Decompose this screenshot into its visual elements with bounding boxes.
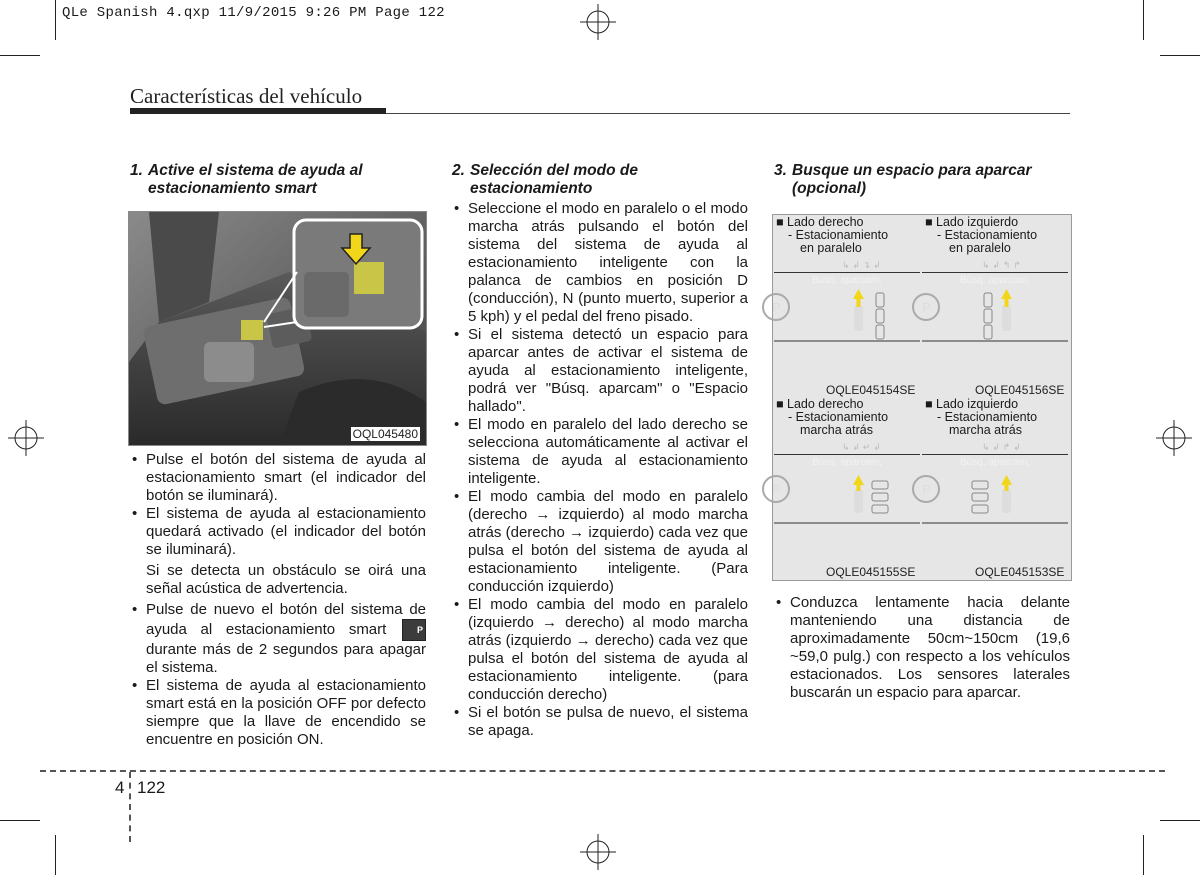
bullet-right-parallel: • El modo en paralelo del lado derecho se selecciona automáticamente al activar el sistema de ayuda al estacionamiento inteligente. (452, 416, 748, 488)
section-title: Características del vehículo (130, 84, 363, 108)
column-3 (774, 162, 1070, 198)
registration-mark-icon (1156, 420, 1192, 456)
svg-text:P: P (922, 482, 931, 497)
crop-mark (1143, 0, 1144, 40)
console-illustration (129, 212, 426, 445)
svg-text:↳ ↲ ↰ ↱: ↳ ↲ ↰ ↱ (982, 261, 1021, 271)
panel-left-reverse: ■ Lado izquierdo - Estacionamiento marcha atrás (925, 397, 1038, 437)
footer-vertical-divider (129, 772, 131, 842)
column-3-body (774, 594, 1070, 702)
bullet-off: • Si el botón se pulsa de nuevo, el sistema se apaga. (452, 704, 748, 740)
figure-code: OQLE045154SE (826, 383, 916, 397)
header-rule-thin (386, 113, 1070, 114)
display-screen: Búsq. aparcam, ↳ ↲ ↵ ↲ P (774, 439, 920, 539)
bullet-mode-change-lhd: • El modo cambia del modo en paralelo (derecho → izquierdo) al modo marcha atrás (derecho → izquierdo) cada vez que pulsa el botón del sistema de ayuda al estacionamiento inteligente. (Para conducción izquierdo) (452, 488, 748, 596)
registration-mark-icon (580, 834, 616, 870)
crop-mark (55, 0, 56, 40)
panel-left-parallel: ■ Lado izquierdo - Estacionamiento en paralelo (925, 215, 1038, 255)
bullet-default-off: • El sistema de ayuda al estacionamiento smart está en la posición OFF por defecto siempre que la llave de encendido se encuentre en posición ON. (130, 677, 426, 749)
crop-mark (0, 55, 40, 56)
svg-text:↳ ↲ ↴ ↲: ↳ ↲ ↴ ↲ (842, 261, 881, 271)
parking-display-graphic (922, 439, 1068, 539)
photo-caption: OQL045480 (352, 427, 418, 441)
print-slug: QLe Spanish 4.qxp 11/9/2015 9:26 PM Page 122 (62, 5, 445, 21)
bullet-press-again: • Pulse de nuevo el botón del sistema de ayuda al estacionamiento smart P durante más de 2 segundos para apagar el sistema. (130, 601, 426, 677)
registration-mark-icon (580, 4, 616, 40)
svg-text:P: P (772, 482, 781, 497)
figure-code: OQLE045155SE (826, 565, 916, 579)
bullet-space-detected: • Si el sistema detectó un espacio para aparcar antes de activar el sistema de ayuda al estacionamiento inteligente, podrá ver "Búsq. aparcam" o "Espacio hallado". (452, 326, 748, 416)
figure-code: OQLE045156SE (975, 383, 1065, 397)
step-2-heading: 2. Selección del modo de estacionamiento (452, 162, 638, 197)
crop-mark (55, 835, 56, 875)
svg-text:P: P (772, 300, 781, 315)
panel-right-reverse: ■ Lado derecho - Estacionamiento marcha atrás (776, 397, 889, 437)
page-number: 122 (137, 778, 166, 797)
bullet-select-mode: • Seleccione el modo en paralelo o el modo marcha atrás pulsando el botón del sistema del sistema de ayuda al estacionamiento inteligente con la palanca de cambios en posición D (conducción), N (punto muerto, superior a 5 kph) y el pedal del freno pisado. (452, 200, 748, 326)
note-obstacle: Si se detecta un obstáculo se oirá una señal acústica de advertencia. (146, 562, 426, 597)
step-3-heading: 3. Busque un espacio para aparcar (opcional) (774, 162, 1032, 197)
column-2 (452, 162, 748, 740)
crop-mark (0, 820, 40, 821)
parking-display-graphic (774, 257, 920, 357)
footer-divider (40, 770, 1165, 772)
crop-mark (1143, 835, 1144, 875)
svg-text:P: P (922, 300, 931, 315)
bullet-press-button: • Pulse el botón del sistema de ayuda al estacionamiento smart (el indicador del botón se iluminará). (130, 451, 426, 505)
column-1 (130, 162, 426, 198)
display-screen: Búsq. aparcam, ↳ ↲ ↰ ↱ P (922, 257, 1068, 357)
figure-code: OQLE045153SE (975, 565, 1065, 579)
chapter-number: 4 (115, 778, 125, 797)
parking-display-graphic (922, 257, 1068, 357)
svg-text:↳ ↲ ↵ ↲: ↳ ↲ ↵ ↲ (842, 443, 881, 453)
bullet-drive-slowly: • Conduzca lentamente hacia delante manteniendo una distancia de aproximadamente 50cm~150cm (19,6 ~59,0 pulg.) con respecto a los vehículos estacionados. Los sensores laterales buscarán un espacio para aparcar. (774, 594, 1070, 702)
registration-mark-icon (8, 420, 44, 456)
bullet-system-active: • El sistema de ayuda al estacionamiento quedará activado (el indicador del botón se iluminará). (130, 505, 426, 559)
crop-mark (1160, 820, 1200, 821)
display-screen: Búsq. aparcam, ↳ ↲ ↱ ↲ P (922, 439, 1068, 539)
step-1-heading: 1. Active el sistema de ayuda al estacionamiento smart (130, 162, 363, 197)
crop-mark (1160, 55, 1200, 56)
parking-display-graphic (774, 439, 920, 539)
column-1-body (130, 451, 426, 749)
panel-right-parallel: ■ Lado derecho - Estacionamiento en paralelo (776, 215, 889, 255)
display-screen: Búsq. aparcam, ↳ ↲ ↴ ↲ P (774, 257, 920, 357)
svg-text:↳ ↲ ↱ ↲: ↳ ↲ ↱ ↲ (982, 443, 1021, 453)
bullet-mode-change-rhd: • El modo cambia del modo en paralelo (izquierdo → derecho) al modo marcha atrás (izquierdo → derecho) cada vez que pulsa el botón del sistema de ayuda al estacionamiento inteligente. (para conducción derecho) (452, 596, 748, 704)
parking-assist-button-icon: P (402, 619, 426, 641)
console-photo (128, 211, 427, 446)
header-rule (130, 108, 386, 114)
